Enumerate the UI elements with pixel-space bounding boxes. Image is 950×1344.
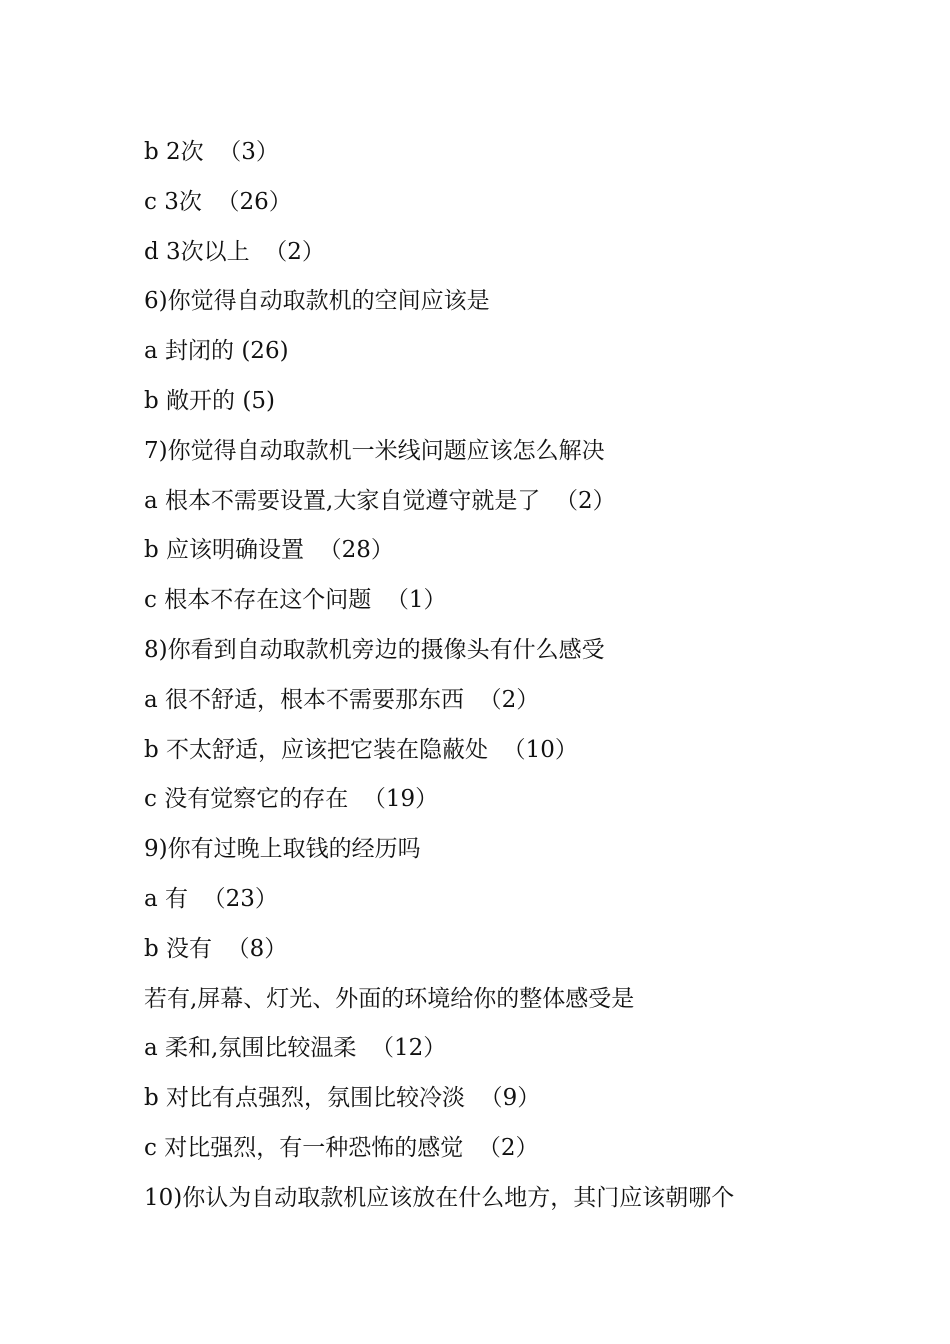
- answer-option-line: b 不太舒适，应该把它装在隐蔽处 （10）: [144, 736, 578, 763]
- answer-option-line: c 对比强烈，有一种恐怖的感觉 （2）: [144, 1134, 539, 1161]
- question-line: 8)你看到自动取款机旁边的摄像头有什么感受: [144, 636, 605, 663]
- question-line: 7)你觉得自动取款机一米线问题应该怎么解决: [144, 437, 605, 464]
- answer-option-line: c 没有觉察它的存在 （19）: [144, 786, 439, 813]
- answer-option-line: a 很不舒适，根本不需要那东西 （2）: [144, 686, 540, 713]
- answer-option-line: c 根本不存在这个问题 （1）: [144, 587, 447, 614]
- answer-option-line: a 根本不需要设置,大家自觉遵守就是了 （2）: [144, 487, 616, 514]
- answer-option-line: d 3次以上 （2）: [144, 238, 325, 265]
- answer-option-line: b 2次 （3）: [144, 139, 279, 165]
- answer-option-line: a 有 （23）: [144, 885, 278, 912]
- answer-option-line: b 敞开的 (5): [144, 387, 275, 414]
- answer-option-line: b 应该明确设置 （28）: [144, 537, 394, 564]
- question-line: 9)你有过晚上取钱的经历吗: [144, 836, 421, 863]
- answer-option-line: a 封闭的 (26): [144, 338, 289, 365]
- answer-option-line: c 3次 （26）: [144, 188, 292, 215]
- answer-option-line: b 对比有点强烈，氛围比较冷淡 （9）: [144, 1085, 541, 1112]
- answer-option-line: a 柔和,氛围比较温柔 （12）: [144, 1035, 447, 1062]
- sub-question-line: 若有,屏幕、灯光、外面的环境给你的整体感受是: [144, 985, 635, 1012]
- question-line: 10)你认为自动取款机应该放在什么地方，其门应该朝哪个: [144, 1184, 735, 1211]
- question-line: 6)你觉得自动取款机的空间应该是: [144, 288, 490, 315]
- survey-text-block: [144, 128, 924, 1224]
- answer-option-line: b 没有 （8）: [144, 935, 288, 962]
